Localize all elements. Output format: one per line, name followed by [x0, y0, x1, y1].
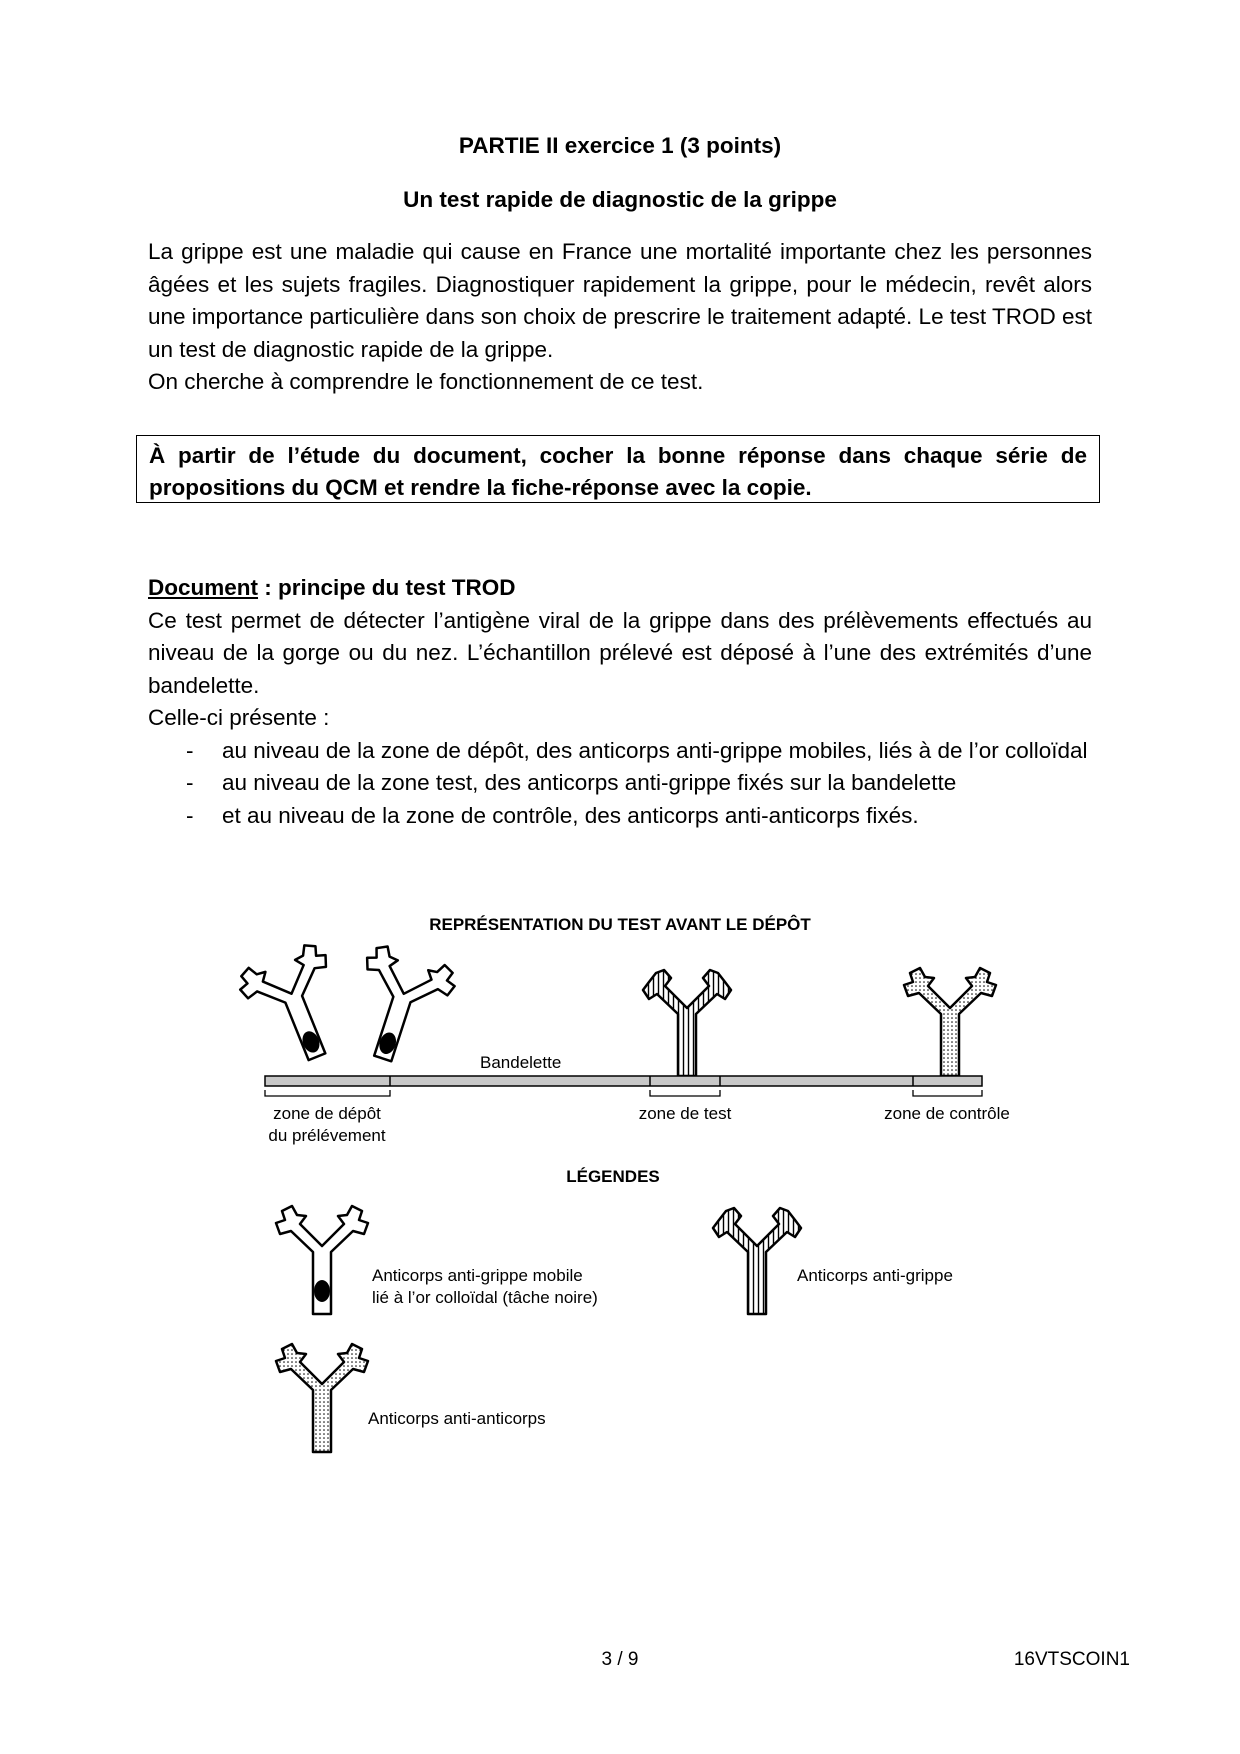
- zone-deposit-label-2: du prélévement: [268, 1126, 386, 1145]
- zone-deposit-label: zone de dépôt: [273, 1104, 381, 1123]
- mobile-antibody-2: [339, 942, 460, 1073]
- bullet-item: [148, 735, 1092, 768]
- bullet-item: [148, 800, 1092, 833]
- legend-title: LÉGENDES: [566, 1167, 660, 1186]
- document-code: 16VTSCOIN1: [1013, 1649, 1130, 1670]
- bullet-text: au niveau de la zone de dépôt, des anticorps anti-grippe mobiles, liés à de l’or colloïdal: [222, 737, 1088, 763]
- zone-test-label: zone de test: [638, 1104, 732, 1123]
- list-intro: Celle-ci présente :: [148, 705, 330, 730]
- document-label: Document: [148, 575, 259, 600]
- test-strip: [265, 1076, 982, 1086]
- bullet-dash: -: [186, 737, 194, 763]
- bullet-text: et au niveau de la zone de contrôle, des anticorps anti-anticorps fixés.: [222, 802, 919, 828]
- document-paragraph: Ce test permet de détecter l’antigène viral de la grippe dans des prélèvements effectués au niveau de la gorge ou du nez. L’échantillon prélevé est déposé à l’une des extrémités d’une bandelette.: [148, 607, 1092, 698]
- legend-antigrippe-icon: [713, 1208, 801, 1314]
- instruction-text: À partir de l’étude du document, cocher la bonne réponse dans chaque série de propositions du QCM et rendre la fiche-réponse avec la copie.: [149, 443, 1087, 500]
- fixed-antigrippe-antibody: [643, 970, 731, 1076]
- strip-label: Bandelette: [480, 1053, 562, 1072]
- trod-diagram: [0, 900, 1240, 1480]
- test-zone-bracket: [650, 1090, 720, 1096]
- legend-antianticorps-icon: [276, 1344, 368, 1452]
- legend-mobile-label: Anticorps anti-grippe mobile: [372, 1266, 583, 1285]
- exercise-subtitle: Un test rapide de diagnostic de la grippe: [403, 187, 837, 212]
- intro-paragraph: La grippe est une maladie qui cause en France une mortalité importante chez les personnes âgées et les sujets fragiles. Diagnostiquer rapidement la grippe, pour le médecin, revêt alors une importance particulière dans son choix de prescrire le traitement adapté. Le test TROD est un test de diagnostic rapide de la grippe.: [148, 239, 1092, 362]
- mobile-antibody-1: [234, 939, 360, 1074]
- control-zone-bracket: [913, 1090, 982, 1096]
- figure-title: REPRÉSENTATION DU TEST AVANT LE DÉPÔT: [429, 915, 811, 934]
- legend-antianticorps-label: Anticorps anti-anticorps: [368, 1409, 546, 1428]
- fixed-antianticorps-antibody: [904, 968, 996, 1076]
- instruction-box: [136, 435, 1100, 503]
- document-section: [148, 572, 1092, 832]
- document-title: : principe du test TROD: [258, 575, 516, 600]
- legend-mobile-antibody-icon: [276, 1206, 368, 1314]
- bullet-dash: -: [186, 802, 194, 828]
- intro-line: On cherche à comprendre le fonctionnement de ce test.: [148, 369, 704, 394]
- bullet-dash: -: [186, 770, 194, 795]
- legend-mobile-label-2: lié à l’or colloïdal (tâche noire): [372, 1288, 598, 1307]
- trod-figure: [0, 900, 1240, 1480]
- bullet-list: [148, 735, 1092, 833]
- bullet-text: au niveau de la zone test, des anticorps anti-grippe fixés sur la bandelette: [222, 770, 957, 795]
- intro-section: [148, 236, 1092, 399]
- bullet-item: [148, 767, 1092, 800]
- zone-control-label: zone de contrôle: [884, 1104, 1010, 1123]
- document-heading: [148, 572, 1092, 605]
- deposit-zone-bracket: [265, 1090, 390, 1096]
- legend-antigrippe-label: Anticorps anti-grippe: [797, 1266, 953, 1285]
- page-number: 3 / 9: [601, 1649, 639, 1670]
- part-title: PARTIE II exercice 1 (3 points): [458, 133, 782, 158]
